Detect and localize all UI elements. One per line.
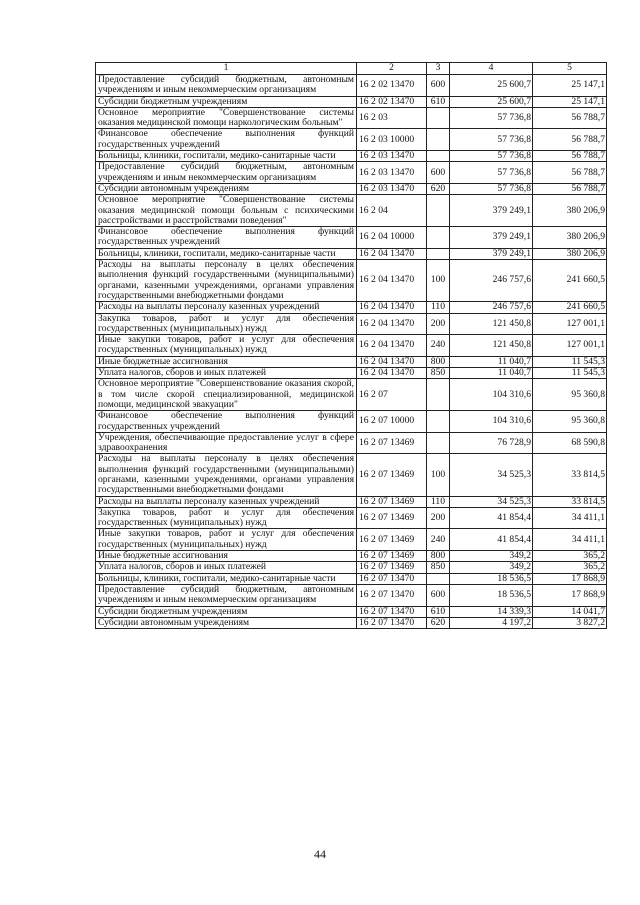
table-row	[96, 129, 607, 151]
row-code: 16 2 03	[357, 107, 427, 129]
column-header-5: 5	[533, 63, 607, 75]
row-type: 200	[427, 313, 450, 335]
table-row	[96, 302, 607, 313]
table-row	[96, 496, 607, 507]
row-amount-col5: 56 788,7	[533, 107, 607, 129]
row-description: Закупка товаров, работ и услуг для обеспечения государственных (муниципальных) нужд	[96, 313, 357, 335]
row-amount-col4: 11 040,7	[450, 368, 533, 379]
row-type: 620	[427, 183, 450, 194]
row-amount-col4: 34 525,3	[450, 454, 533, 496]
row-code: 16 2 04 13470	[357, 356, 427, 367]
table-row	[96, 227, 607, 249]
row-code: 16 2 07 13469	[357, 454, 427, 496]
table-row	[96, 379, 607, 411]
row-amount-col5: 33 814,5	[533, 454, 607, 496]
row-amount-col4: 379 249,1	[450, 227, 533, 249]
row-type: 610	[427, 606, 450, 617]
column-header-1: 1	[96, 63, 357, 75]
row-type: 850	[427, 368, 450, 379]
table-row	[96, 551, 607, 562]
row-code: 16 2 07 13470	[357, 584, 427, 606]
row-description: Субсидии автономным учреждениям	[96, 183, 357, 194]
row-amount-col5: 3 827,2	[533, 617, 607, 628]
row-description: Предоставление субсидий бюджетным, автономным учреждениям и иным некоммерческим организациям	[96, 162, 357, 184]
table-row	[96, 562, 607, 573]
row-code: 16 2 07 13469	[357, 551, 427, 562]
table-row	[96, 96, 607, 107]
row-description: Основное мероприятие "Совершенствование системы оказания медицинской помощи больным с психическими расстройствами и расстройствами поведения"	[96, 195, 357, 227]
row-code: 16 2 03 10000	[357, 129, 427, 151]
row-amount-col4: 246 757,6	[450, 302, 533, 313]
row-code: 16 2 04 13470	[357, 313, 427, 335]
table-row	[96, 529, 607, 551]
row-type	[427, 411, 450, 433]
row-description: Предоставление субсидий бюджетным, автономным учреждениям и иным некоммерческим организациям	[96, 584, 357, 606]
row-description: Субсидии автономным учреждениям	[96, 617, 357, 628]
row-amount-col4: 349,2	[450, 551, 533, 562]
row-description: Расходы на выплаты персоналу казенных учреждений	[96, 302, 357, 313]
row-code: 16 2 02 13470	[357, 96, 427, 107]
row-description: Больницы, клиники, госпитали, медико-санитарные части	[96, 151, 357, 162]
row-type: 600	[427, 162, 450, 184]
row-type: 850	[427, 562, 450, 573]
row-description: Субсидии бюджетным учреждениям	[96, 606, 357, 617]
row-amount-col4: 11 040,7	[450, 356, 533, 367]
row-amount-col4: 14 339,3	[450, 606, 533, 617]
row-description: Учреждения, обеспечивающие предоставление услуг в сфере здравоохранения	[96, 432, 357, 454]
row-code: 16 2 07 13469	[357, 432, 427, 454]
row-code: 16 2 04 10000	[357, 227, 427, 249]
row-code: 16 2 07	[357, 379, 427, 411]
row-amount-col4: 25 600,7	[450, 96, 533, 107]
row-amount-col5: 25 147,1	[533, 96, 607, 107]
row-type	[427, 195, 450, 227]
table-row	[96, 75, 607, 97]
row-amount-col5: 127 001,1	[533, 313, 607, 335]
row-amount-col5: 241 660,5	[533, 302, 607, 313]
row-amount-col5: 11 545,3	[533, 368, 607, 379]
row-code: 16 2 07 10000	[357, 411, 427, 433]
table-row	[96, 248, 607, 259]
row-type: 620	[427, 617, 450, 628]
row-code: 16 2 03 13470	[357, 151, 427, 162]
row-description: Основное мероприятие "Совершенствование оказания скорой, в том числе скорой специализированной, медицинской помощи, медицинской эвакуации"	[96, 379, 357, 411]
row-code: 16 2 04 13470	[357, 335, 427, 357]
budget-table	[95, 62, 607, 629]
row-type: 610	[427, 96, 450, 107]
row-amount-col5: 25 147,1	[533, 75, 607, 97]
row-type	[427, 573, 450, 584]
table-row	[96, 162, 607, 184]
table-row	[96, 356, 607, 367]
row-amount-col5: 33 814,5	[533, 496, 607, 507]
row-description: Больницы, клиники, госпитали, медико-санитарные части	[96, 248, 357, 259]
row-description: Уплата налогов, сборов и иных платежей	[96, 368, 357, 379]
row-type: 800	[427, 551, 450, 562]
row-amount-col4: 104 310,6	[450, 411, 533, 433]
row-amount-col5: 127 001,1	[533, 335, 607, 357]
row-amount-col4: 57 736,8	[450, 151, 533, 162]
row-description: Уплата налогов, сборов и иных платежей	[96, 562, 357, 573]
column-header-2: 2	[357, 63, 427, 75]
row-description: Расходы на выплаты персоналу в целях обеспечения выполнения функций государственными (муниципальными) органами, казенными учреждениями, органами управления государственными внебюджетными фондами	[96, 260, 357, 302]
row-code: 16 2 07 13470	[357, 606, 427, 617]
row-amount-col4: 379 249,1	[450, 248, 533, 259]
table-row	[96, 617, 607, 628]
row-code: 16 2 07 13469	[357, 507, 427, 529]
row-type	[427, 129, 450, 151]
row-amount-col5: 56 788,7	[533, 129, 607, 151]
row-description: Субсидии бюджетным учреждениям	[96, 96, 357, 107]
row-amount-col4: 121 450,8	[450, 313, 533, 335]
row-type: 110	[427, 302, 450, 313]
row-amount-col5: 241 660,5	[533, 260, 607, 302]
row-description: Закупка товаров, работ и услуг для обеспечения государственных (муниципальных) нужд	[96, 507, 357, 529]
row-amount-col5: 380 206,9	[533, 248, 607, 259]
row-amount-col4: 121 450,8	[450, 335, 533, 357]
budget-table-container	[95, 62, 606, 629]
page-number: 44	[314, 847, 326, 861]
table-row	[96, 313, 607, 335]
row-description: Иные закупки товаров, работ и услуг для обеспечения государственных (муниципальных) нужд	[96, 335, 357, 357]
table-row	[96, 454, 607, 496]
row-amount-col5: 11 545,3	[533, 356, 607, 367]
row-type	[427, 107, 450, 129]
row-amount-col4: 18 536,5	[450, 584, 533, 606]
row-description: Расходы на выплаты персоналу в целях обеспечения выполнения функций государственными (муниципальными) органами, казенными учреждениями, органами управления государственными внебюджетными фондами	[96, 454, 357, 496]
table-row	[96, 411, 607, 433]
row-code: 16 2 02 13470	[357, 75, 427, 97]
table-row	[96, 573, 607, 584]
row-amount-col4: 41 854,4	[450, 507, 533, 529]
table-row	[96, 183, 607, 194]
row-amount-col4: 4 197,2	[450, 617, 533, 628]
row-type: 110	[427, 496, 450, 507]
row-description: Иные бюджетные ассигнования	[96, 356, 357, 367]
row-amount-col4: 57 736,8	[450, 129, 533, 151]
row-type	[427, 248, 450, 259]
row-amount-col5: 365,2	[533, 551, 607, 562]
row-type: 800	[427, 356, 450, 367]
row-amount-col5: 17 868,9	[533, 584, 607, 606]
row-description: Финансовое обеспечение выполнения функций государственных учреждений	[96, 129, 357, 151]
row-description: Больницы, клиники, госпитали, медико-санитарные части	[96, 573, 357, 584]
row-type	[427, 227, 450, 249]
row-amount-col4: 57 736,8	[450, 107, 533, 129]
row-type: 600	[427, 584, 450, 606]
row-code: 16 2 07 13469	[357, 496, 427, 507]
row-code: 16 2 04 13470	[357, 248, 427, 259]
table-row	[96, 507, 607, 529]
row-code: 16 2 04	[357, 195, 427, 227]
row-amount-col5: 380 206,9	[533, 227, 607, 249]
row-code: 16 2 04 13470	[357, 260, 427, 302]
table-row	[96, 335, 607, 357]
row-code: 16 2 03 13470	[357, 162, 427, 184]
row-type: 200	[427, 507, 450, 529]
row-amount-col5: 95 360,8	[533, 379, 607, 411]
column-header-3: 3	[427, 63, 450, 75]
table-row	[96, 606, 607, 617]
table-row	[96, 260, 607, 302]
row-amount-col5: 34 411,1	[533, 507, 607, 529]
row-description: Финансовое обеспечение выполнения функций государственных учреждений	[96, 411, 357, 433]
row-amount-col4: 104 310,6	[450, 379, 533, 411]
row-amount-col5: 56 788,7	[533, 162, 607, 184]
row-type: 240	[427, 335, 450, 357]
table-row	[96, 368, 607, 379]
row-amount-col4: 57 736,8	[450, 162, 533, 184]
row-amount-col4: 57 736,8	[450, 183, 533, 194]
row-amount-col5: 34 411,1	[533, 529, 607, 551]
row-type	[427, 379, 450, 411]
row-amount-col4: 349,2	[450, 562, 533, 573]
row-description: Основное мероприятие "Совершенствование системы оказания медицинской помощи наркологическим больным"	[96, 107, 357, 129]
column-header-4: 4	[450, 63, 533, 75]
row-code: 16 2 04 13470	[357, 302, 427, 313]
row-amount-col5: 95 360,8	[533, 411, 607, 433]
row-code: 16 2 07 13469	[357, 529, 427, 551]
row-type: 240	[427, 529, 450, 551]
table-row	[96, 107, 607, 129]
row-amount-col5: 365,2	[533, 562, 607, 573]
row-amount-col4: 25 600,7	[450, 75, 533, 97]
row-code: 16 2 07 13469	[357, 562, 427, 573]
row-amount-col5: 380 206,9	[533, 195, 607, 227]
table-body	[96, 75, 607, 629]
row-amount-col4: 76 728,9	[450, 432, 533, 454]
row-description: Предоставление субсидий бюджетным, автономным учреждениям и иным некоммерческим организациям	[96, 75, 357, 97]
row-amount-col4: 246 757,6	[450, 260, 533, 302]
table-row	[96, 584, 607, 606]
row-type	[427, 432, 450, 454]
row-type: 100	[427, 260, 450, 302]
row-description: Расходы на выплаты персоналу казенных учреждений	[96, 496, 357, 507]
row-description: Финансовое обеспечение выполнения функций государственных учреждений	[96, 227, 357, 249]
row-code: 16 2 07 13470	[357, 573, 427, 584]
row-description: Иные закупки товаров, работ и услуг для обеспечения государственных (муниципальных) нужд	[96, 529, 357, 551]
row-code: 16 2 07 13470	[357, 617, 427, 628]
table-row	[96, 195, 607, 227]
row-amount-col4: 379 249,1	[450, 195, 533, 227]
table-row	[96, 432, 607, 454]
row-description: Иные бюджетные ассигнования	[96, 551, 357, 562]
row-type: 100	[427, 454, 450, 496]
row-amount-col4: 41 854,4	[450, 529, 533, 551]
row-type: 600	[427, 75, 450, 97]
row-amount-col5: 56 788,7	[533, 183, 607, 194]
row-amount-col5: 17 868,9	[533, 573, 607, 584]
row-amount-col4: 34 525,3	[450, 496, 533, 507]
row-code: 16 2 04 13470	[357, 368, 427, 379]
row-amount-col5: 68 590,8	[533, 432, 607, 454]
row-amount-col4: 18 536,5	[450, 573, 533, 584]
table-row	[96, 151, 607, 162]
row-amount-col5: 14 041,7	[533, 606, 607, 617]
row-code: 16 2 03 13470	[357, 183, 427, 194]
row-type	[427, 151, 450, 162]
table-header-row	[96, 63, 607, 75]
row-amount-col5: 56 788,7	[533, 151, 607, 162]
